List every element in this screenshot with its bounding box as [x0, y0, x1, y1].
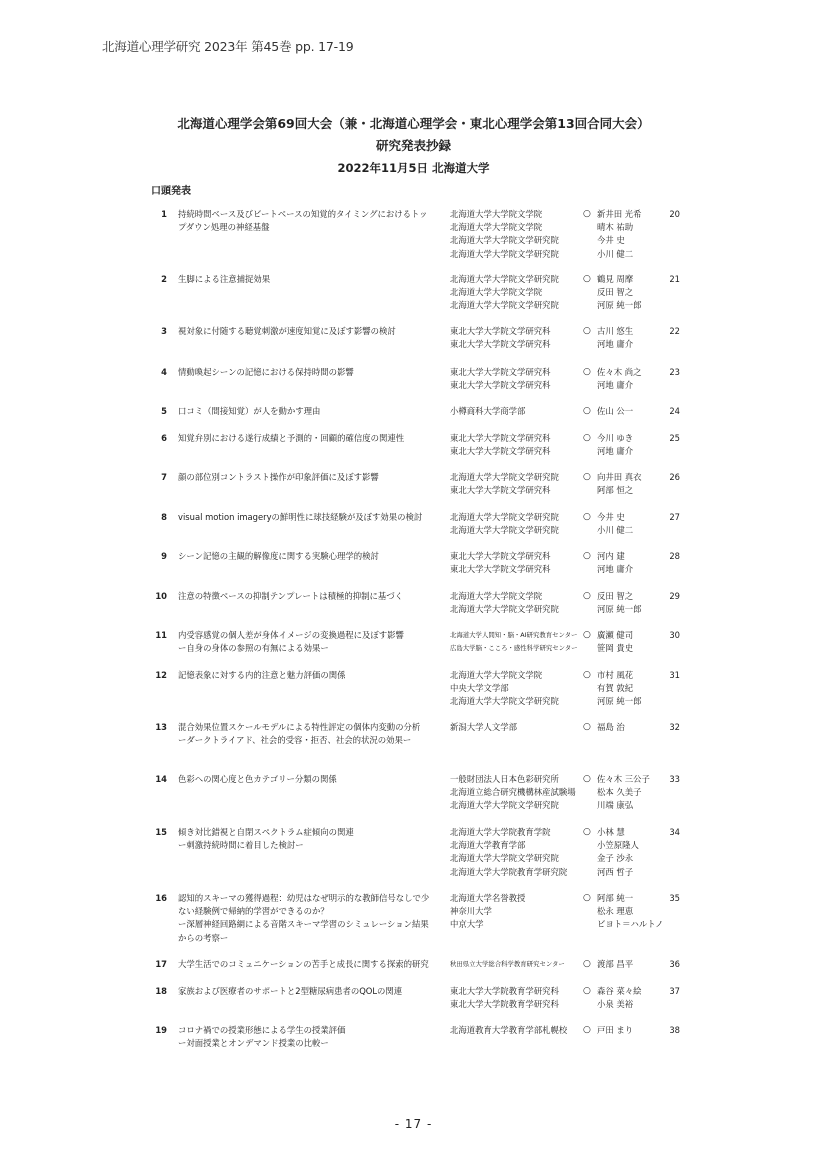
author-name: 福島 治: [597, 722, 625, 732]
entry-affiliations: [450, 958, 585, 971]
entry-title-line: 傾き対比錯視と自閉スペクトラム症傾向の関連: [178, 827, 354, 837]
entry-title: [178, 550, 440, 563]
entry-title-line: 記憶表象に対する内的注意と魅力評価の関係: [178, 670, 346, 680]
entry-affiliations: [450, 208, 585, 261]
author-name: 反田 智之: [597, 591, 634, 601]
entry-title-line: 生脚による注意捕捉効果: [178, 274, 271, 284]
entry-title: [178, 325, 440, 338]
affiliation-line: 北海道大学教育学部: [450, 840, 526, 851]
entry-authors: [597, 721, 667, 734]
entry-affiliations: [450, 629, 585, 655]
title-block: [0, 113, 827, 179]
presenter-mark: ○: [583, 551, 591, 561]
affiliation-line: 東北大学大学院文学研究科: [450, 339, 551, 350]
entry-title-line: 視対象に付随する聴覚刺激が速度知覚に及ぼす影響の検討: [178, 326, 396, 336]
affiliation-line: 北海道大学大学院文学研究院: [450, 248, 559, 259]
entry-authors: [597, 550, 667, 576]
author-name: 向井田 真衣: [597, 472, 642, 482]
entry-title-line: 混合効果位置スケールモデルによる特性評定の個体内変動の分析: [178, 722, 421, 732]
author-name: 佐山 公一: [597, 406, 634, 416]
presenter-mark: ○: [583, 326, 591, 336]
presenter-mark: ○: [583, 209, 591, 219]
affiliation-line: 北海道大学大学院教育学研究院: [450, 866, 568, 877]
presenter-mark: ○: [583, 367, 591, 377]
entry-authors: [597, 669, 667, 709]
presenter-mark: ○: [583, 512, 591, 522]
affiliation-line: 中京大学: [450, 919, 484, 930]
entry-title-line: 情動喚起シーンの記憶における保持時間の影響: [178, 367, 354, 377]
entry-authors: [597, 773, 667, 813]
author-name: 小笠原隆人: [597, 840, 639, 851]
entry-title-line: 持続時間ベース及びビートベースの知覚的タイミングにおけるトッ: [178, 209, 428, 219]
entry-title: [178, 958, 440, 971]
author-name: 河地 庸介: [597, 446, 634, 457]
entry-authors: [597, 629, 667, 655]
author-name: 鶴見 周摩: [597, 274, 634, 284]
author-name: 新井田 光希: [597, 209, 642, 219]
entry-authors: [597, 366, 667, 392]
author-name: 笹岡 貴史: [597, 643, 634, 654]
entry-title-line: 知覚弁別における遂行成績と予測的・回顧的確信度の関連性: [178, 433, 405, 443]
conference-title: 北海道心理学会第69回大会（兼・北海道心理学会・東北心理学会第13回合同大会）: [177, 116, 650, 131]
entry-affiliations: [450, 985, 585, 1011]
author-name: 小林 慧: [597, 827, 625, 837]
author-name: 小川 健二: [597, 525, 634, 536]
entry-title: [178, 985, 440, 998]
author-name: 市村 風花: [597, 670, 634, 680]
affiliation-line: 北海道大学大学院文学研究院: [450, 235, 559, 246]
affiliation-line: 北海道大学大学院文学研究院: [450, 300, 559, 311]
affiliation-line: 北海道大学大学院文学院: [450, 222, 543, 233]
entry-title-line: コロナ禍での授業形態による学生の授業評価: [178, 1025, 346, 1035]
presenter-mark: ○: [583, 722, 591, 732]
author-name: 河原 純一郎: [597, 300, 642, 311]
author-name: 今井 史: [597, 235, 625, 246]
entry-number: 3: [161, 326, 167, 336]
affiliation-line: 北海道大学大学院文学研究院: [450, 274, 559, 284]
entry-title-line: 口コミ（間接知覚）が人を動かす理由: [178, 406, 321, 416]
affiliation-line: 北海道大学大学院文学研究院: [450, 604, 559, 615]
author-name: 古川 悠生: [597, 326, 634, 336]
entry-affiliations: [450, 325, 585, 351]
presenter-mark: ○: [583, 1025, 591, 1035]
presenter-mark: ○: [583, 433, 591, 443]
affiliation-line: 一般財団法人日本色彩研究所: [450, 774, 559, 784]
entry-affiliations: [450, 721, 585, 734]
affiliation-line: 北海道立総合研究機構林産試験場: [450, 787, 576, 798]
entry-page-number: 28: [669, 551, 680, 561]
author-name: 松本 久美子: [597, 787, 642, 798]
entry-title: [178, 590, 440, 603]
presenter-mark: ○: [583, 472, 591, 482]
entry-title-line: ー刺激持続時間に着目した検討ー: [178, 840, 304, 851]
entry-number: 12: [155, 670, 167, 680]
entry-title: [178, 629, 440, 655]
author-name: 河地 庸介: [597, 339, 634, 350]
author-name: 川端 康弘: [597, 800, 634, 811]
entry-page-number: 34: [669, 827, 680, 837]
presenter-mark: ○: [583, 827, 591, 837]
author-name: 河内 建: [597, 551, 625, 561]
conference-date-venue: 2022年11月5日 北海道大学: [337, 161, 490, 175]
entry-title: [178, 721, 440, 747]
affiliation-line: 広島大学脳・こころ・感性科学研究センター: [450, 644, 578, 653]
entry-title: [178, 432, 440, 445]
entry-title-line: ない経験例で帰納的学習ができるのか？: [178, 906, 329, 917]
affiliation-line: 東北大学大学院文学研究科: [450, 433, 551, 443]
entry-page-number: 33: [669, 774, 680, 784]
entry-page-number: 37: [669, 986, 680, 996]
affiliation-line: 新潟大学人文学部: [450, 722, 517, 732]
entry-affiliations: [450, 669, 585, 709]
entry-affiliations: [450, 550, 585, 576]
affiliation-line: 中央大学文学部: [450, 683, 509, 694]
affiliation-line: 東北大学大学院教育学研究科: [450, 986, 559, 996]
affiliation-line: 北海道大学大学院文学研究院: [450, 525, 559, 536]
entry-page-number: 31: [669, 670, 680, 680]
author-name: 小川 健二: [597, 248, 634, 259]
presenter-mark: ○: [583, 274, 591, 284]
entry-title-line: ーダークトライアド、社会的受容・拒否、社会的状況の効果ー: [178, 735, 412, 746]
entry-title-line: ー対面授業とオンデマンド授業の比較ー: [178, 1038, 329, 1049]
presenter-mark: ○: [583, 591, 591, 601]
entry-authors: [597, 405, 667, 418]
author-name: 河原 純一郎: [597, 696, 642, 707]
author-name: 河原 純一郎: [597, 604, 642, 615]
entry-title: [178, 471, 440, 484]
entry-title-line: 大学生活でのコミュニケーションの苦手と成長に関する探索的研究: [178, 959, 429, 969]
entry-affiliations: [450, 773, 585, 813]
entry-page-number: 26: [669, 472, 680, 482]
author-name: 阿部 純一: [597, 893, 634, 903]
affiliation-line: 北海道大学大学院教育学院: [450, 827, 551, 837]
entry-affiliations: [450, 432, 585, 458]
presenter-mark: ○: [583, 959, 591, 969]
entry-title: [178, 1024, 440, 1050]
affiliation-line: 北海道教育大学教育学部札幌校: [450, 1025, 568, 1035]
entry-affiliations: [450, 892, 585, 932]
author-name: 晴木 祐助: [597, 222, 634, 233]
entry-title-line: ー深層神経回路網による音階スキーマ学習のシミュレーション結果: [178, 919, 429, 930]
entry-page-number: 35: [669, 893, 680, 903]
entry-page-number: 20: [669, 209, 680, 219]
affiliation-line: 東北大学大学院文学研究科: [450, 380, 551, 391]
author-name: 戸田 まり: [597, 1025, 634, 1035]
entry-title-line: 内受容感覚の個人差が身体イメージの変換過程に及ぼす影響: [178, 630, 404, 640]
author-name: 河西 哲子: [597, 866, 634, 877]
entry-title: [178, 405, 440, 418]
presenter-mark: ○: [583, 670, 591, 680]
affiliation-line: 小樽商科大学商学部: [450, 406, 526, 416]
author-name: 渡部 昌平: [597, 959, 634, 969]
entry-authors: [597, 590, 667, 616]
running-head: 北海道心理学研究 2023年 第45巻 pp. 17-19: [102, 39, 354, 54]
presenter-mark: ○: [583, 986, 591, 996]
author-name: ビヨト＝ハルトノ: [597, 919, 664, 930]
entry-number: 18: [155, 986, 167, 996]
entry-affiliations: [450, 826, 585, 879]
affiliation-line: 北海道大学大学院文学研究院: [450, 512, 559, 522]
author-name: 今川 ゆき: [597, 433, 634, 443]
entry-title: [178, 892, 440, 945]
entry-page-number: 29: [669, 591, 680, 601]
affiliation-line: 東北大学大学院文学研究科: [450, 367, 551, 377]
entry-number: 8: [161, 512, 167, 522]
entry-affiliations: [450, 405, 585, 418]
section-label-oral: 口頭発表: [151, 186, 191, 197]
author-name: 佐々木 三公子: [597, 774, 650, 784]
author-name: 小泉 美裕: [597, 999, 634, 1010]
entry-number: 9: [161, 551, 167, 561]
entry-title: [178, 273, 440, 286]
entry-affiliations: [450, 511, 585, 537]
author-name: 森谷 菜々絵: [597, 986, 642, 996]
entry-title-line: からの考察ー: [178, 932, 229, 943]
entry-title-line: シーン記憶の主観的解像度に関する実験心理学的検討: [178, 551, 379, 561]
entry-authors: [597, 958, 667, 971]
entry-authors: [597, 208, 667, 261]
entry-title-line: プダウン処理の神経基盤: [178, 222, 270, 233]
entry-page-number: 24: [669, 406, 680, 416]
affiliation-line: 北海道大学大学院文学院: [450, 209, 543, 219]
affiliation-line: 神奈川大学: [450, 906, 492, 917]
entry-page-number: 32: [669, 722, 680, 732]
entry-title: [178, 669, 440, 682]
author-name: 松永 理恵: [597, 906, 634, 917]
affiliation-line: 北海道大学大学院文学院: [450, 591, 543, 601]
entry-page-number: 23: [669, 367, 680, 377]
entry-authors: [597, 826, 667, 879]
entry-page-number: 36: [669, 959, 680, 969]
affiliation-line: 北海道大学人間知・脳・AI研究教育センター: [450, 631, 578, 639]
entry-affiliations: [450, 590, 585, 616]
author-name: 河地 庸介: [597, 380, 634, 391]
affiliation-line: 東北大学大学院文学研究科: [450, 326, 551, 336]
entry-title-line: 顔の部位別コントラスト操作が印象評価に及ぼす影響: [178, 472, 379, 482]
author-name: 金子 沙永: [597, 853, 634, 864]
entry-number: 15: [155, 827, 167, 837]
entry-affiliations: [450, 1024, 585, 1037]
entry-number: 10: [155, 591, 167, 601]
entry-page-number: 27: [669, 512, 680, 522]
affiliation-line: 秋田県立大学総合科学教育研究センター: [450, 960, 565, 968]
entry-title: [178, 511, 440, 524]
affiliation-line: 北海道大学大学院文学研究院: [450, 696, 559, 707]
affiliation-line: 北海道大学大学院文学研究院: [450, 853, 559, 864]
author-name: 今井 史: [597, 512, 625, 522]
entry-number: 19: [155, 1025, 167, 1035]
author-name: 阿部 恒之: [597, 485, 634, 496]
page-number: - 17 -: [394, 1117, 433, 1131]
entry-title-line: ー自身の身体の参照の有無による効果ー: [178, 643, 329, 654]
entry-number: 11: [155, 630, 167, 640]
entry-title-line: visual motion imageryの鮮明性に球技経験が及ぼす効果の検討: [178, 512, 423, 522]
affiliation-line: 北海道大学大学院文学研究院: [450, 800, 559, 811]
entry-number: 17: [155, 959, 167, 969]
entry-title: [178, 773, 440, 786]
entry-page-number: 25: [669, 433, 680, 443]
presenter-mark: ○: [583, 774, 591, 784]
presenter-mark: ○: [583, 893, 591, 903]
author-name: 佐々木 尚之: [597, 367, 642, 377]
entry-affiliations: [450, 366, 585, 392]
entry-authors: [597, 273, 667, 313]
entry-number: 16: [155, 893, 167, 903]
entry-authors: [597, 985, 667, 1011]
presenter-mark: ○: [583, 630, 591, 640]
author-name: 有賀 敦紀: [597, 683, 634, 694]
affiliation-line: 東北大学大学院教育学研究科: [450, 999, 559, 1010]
entry-authors: [597, 1024, 667, 1037]
entry-authors: [597, 432, 667, 458]
entry-authors: [597, 325, 667, 351]
affiliation-line: 北海道大学名誉教授: [450, 893, 526, 903]
entry-authors: [597, 892, 667, 932]
entry-title: [178, 208, 440, 234]
entry-page-number: 38: [669, 1025, 680, 1035]
affiliation-line: 北海道大学大学院文学研究院: [450, 472, 559, 482]
entry-affiliations: [450, 471, 585, 497]
entry-number: 7: [161, 472, 167, 482]
author-name: 河地 庸介: [597, 564, 634, 575]
entry-title-line: 注意の特徴ベースの抑制テンプレートは積極的抑制に基づく: [178, 591, 403, 601]
entry-page-number: 22: [669, 326, 680, 336]
entry-number: 2: [161, 274, 167, 284]
entry-title: [178, 366, 440, 379]
entry-number: 13: [155, 722, 167, 732]
entry-page-number: 21: [669, 274, 680, 284]
affiliation-line: 東北大学大学院文学研究科: [450, 485, 551, 496]
entry-number: 14: [155, 774, 167, 784]
entry-title-line: 家族および医療者のサポートと2型糖尿病患者のQOLの関連: [178, 986, 403, 996]
presenter-mark: ○: [583, 406, 591, 416]
entry-affiliations: [450, 273, 585, 313]
entry-title: [178, 826, 440, 852]
entry-page-number: 30: [669, 630, 680, 640]
entry-number: 5: [161, 406, 167, 416]
affiliation-line: 東北大学大学院文学研究科: [450, 551, 551, 561]
entry-title-line: 色彩への関心度と色カテゴリー分類の関係: [178, 774, 337, 784]
author-name: 廣瀬 健司: [597, 630, 634, 640]
affiliation-line: 東北大学大学院文学研究科: [450, 446, 551, 457]
entry-authors: [597, 511, 667, 537]
affiliation-line: 北海道大学大学院文学院: [450, 287, 543, 298]
document-subtitle: 研究発表抄録: [375, 138, 451, 153]
affiliation-line: 北海道大学大学院文学院: [450, 670, 543, 680]
entry-number: 1: [161, 209, 167, 219]
entry-number: 6: [161, 433, 167, 443]
affiliation-line: 東北大学大学院文学研究科: [450, 564, 551, 575]
entry-title-line: 認知的スキーマの獲得過程：幼児はなぜ明示的な教師信号なしで少: [178, 893, 430, 903]
entry-number: 4: [161, 367, 167, 377]
entry-authors: [597, 471, 667, 497]
author-name: 反田 智之: [597, 287, 634, 298]
